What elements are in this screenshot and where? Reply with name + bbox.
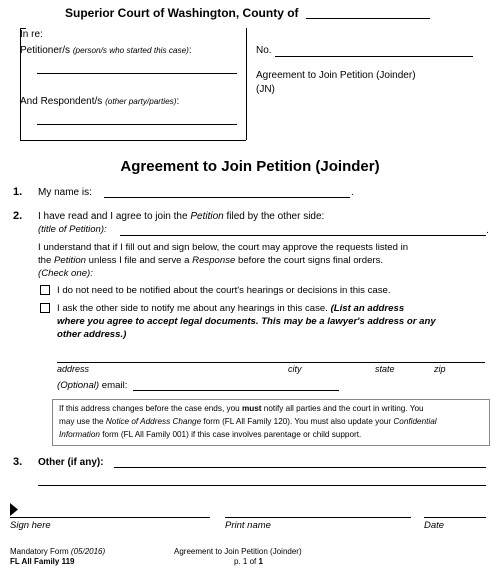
case-title: Agreement to Join Petition (Joinder) <box>256 70 416 81</box>
other-field-line-1[interactable] <box>114 467 486 468</box>
respondent-label: And Respondent/s (other party/parties): <box>20 96 180 107</box>
name-field[interactable] <box>104 197 350 198</box>
item-1-text: My name is: <box>38 187 92 198</box>
state-label: state <box>375 364 395 374</box>
email-field[interactable] <box>133 390 339 391</box>
footer-mandatory: Mandatory Form (05/2016) <box>10 547 106 556</box>
notice-line-1: If this address changes before the case ends, you must notify all parties and the court in writing. You <box>59 404 424 413</box>
petition-title-field[interactable] <box>120 235 486 236</box>
page-title: Agreement to Join Petition (Joinder) <box>120 158 380 175</box>
understand-line-2: the Petition unless I file and serve a Response before the court signs final orders. <box>38 255 384 266</box>
respondent-field[interactable] <box>37 124 237 125</box>
in-re-label: In re: <box>20 29 43 40</box>
case-code: (JN) <box>256 84 275 95</box>
item-2-number: 2. <box>13 210 23 222</box>
county-field[interactable] <box>306 18 430 19</box>
case-number-label: No. <box>256 45 272 56</box>
zip-label: zip <box>434 364 446 374</box>
sign-here-label: Sign here <box>10 520 51 531</box>
petition-title-label: (title of Petition): <box>38 224 107 235</box>
item-2-text: I have read and I agree to join the Petition filed by the other side: <box>38 211 325 222</box>
court-heading: Superior Court of Washington, County of <box>65 6 299 20</box>
case-number-field[interactable] <box>275 56 473 57</box>
date-field[interactable] <box>424 517 486 518</box>
item-3-number: 3. <box>13 456 23 468</box>
footer-form-title: Agreement to Join Petition (Joinder) <box>174 547 302 556</box>
option-2-text-line-2: where you agree to accept legal documents. This may be a lawyer's address or any <box>57 316 436 327</box>
print-name-field[interactable] <box>225 517 411 518</box>
sign-arrow-icon <box>10 503 18 516</box>
address-field[interactable] <box>57 362 485 363</box>
option-2-text: I ask the other side to notify me about any hearings in this case. (List an address <box>57 303 405 314</box>
check-one-label: (Check one): <box>38 268 93 279</box>
petitioner-field[interactable] <box>37 73 237 74</box>
caption-divider <box>246 28 247 140</box>
print-name-label: Print name <box>225 520 271 531</box>
item-3-text: Other (if any): <box>38 457 104 468</box>
address-label: address <box>57 364 90 374</box>
notice-line-3: Information form (FL All Family 001) if this case involves parentage or child support. <box>59 430 362 439</box>
date-label: Date <box>424 520 445 531</box>
caption-bottom-border <box>20 140 246 141</box>
email-label: (Optional) email: <box>57 380 128 391</box>
option-2-text-line-3: other address.) <box>57 329 127 340</box>
option-1-checkbox[interactable] <box>40 285 50 295</box>
footer-form-code: FL All Family 119 <box>10 557 75 566</box>
petition-title-end: . <box>486 225 489 236</box>
option-1-text: I do not need to be notified about the court's hearings or decisions in this case. <box>57 285 391 296</box>
item-1-number: 1. <box>13 186 23 198</box>
footer-page: p. 1 of 1 <box>234 557 263 566</box>
option-2-checkbox[interactable] <box>40 303 50 313</box>
notice-line-2: may use the Notice of Address Change form (FL All Family 120). You must also update your Confidential <box>59 417 437 426</box>
address-change-notice <box>52 399 490 446</box>
understand-line-1: I understand that if I fill out and sign below, the court may approve the requests listed in <box>38 242 409 253</box>
petitioner-label: Petitioner/s (person/s who started this case): <box>20 45 192 56</box>
signature-field[interactable] <box>10 517 210 518</box>
item-1-end: . <box>351 187 354 198</box>
city-label: city <box>288 364 302 374</box>
other-field-line-2[interactable] <box>38 485 486 486</box>
